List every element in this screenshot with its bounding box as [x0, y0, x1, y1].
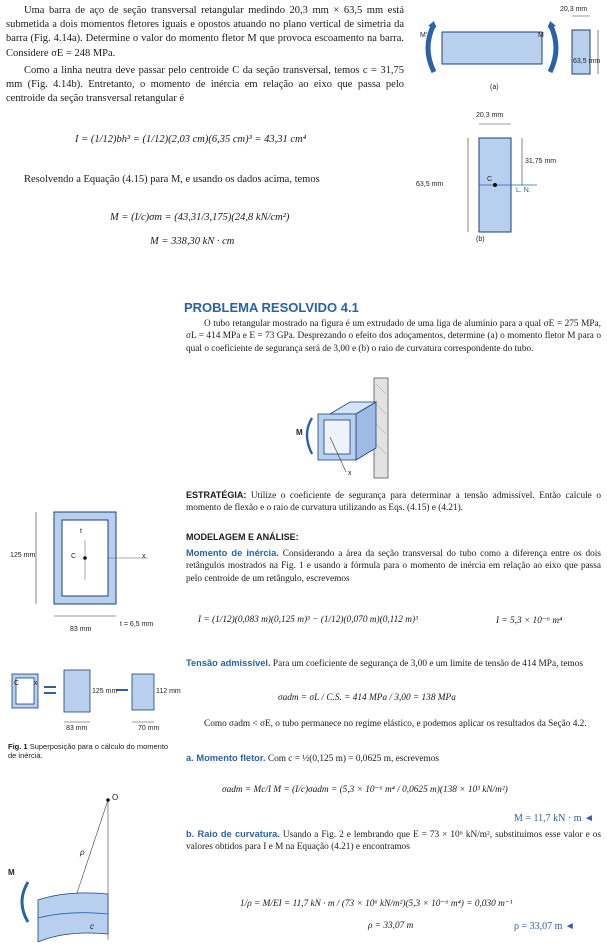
label-moment: M: [538, 32, 544, 39]
section-label-t: t: [80, 528, 82, 535]
part-b-paragraph: [186, 828, 601, 854]
section-dim-width: 83 mm: [70, 626, 92, 633]
dim-width-b: 20,3 mm: [476, 112, 504, 119]
text-para-2: Como a linha neutra deve passar pelo centroide C da seção transversal, temos c = 31,75 mm (Fig. 4.14b). Entretanto, o momento de inércia em relação ao eixo que passa pelo centroide da seção transversal retangular é: [6, 65, 404, 105]
part-a-paragraph: [186, 752, 601, 765]
tube-label-M: M: [296, 428, 303, 437]
part-b-equation: 1/ρ = M/EI = 11,7 kN · m / (73 × 10⁶ kN/m²)(5,3 × 10⁻⁶ m⁴) = 0,030 m⁻¹: [240, 899, 513, 909]
part-a-label: a. Momento fletor.: [186, 753, 266, 763]
strategy-paragraph: [186, 489, 601, 515]
fig2-label-rho: ρ: [80, 848, 85, 857]
label-centroid-b: C: [487, 176, 493, 183]
equation-inertia: I = (1/12)bh³ = (1/12)(2,03 cm)(6,35 cm)³ = 43,31 cm⁴: [75, 134, 307, 145]
inertia-equation: I = (1/12)(0,083 m)(0,125 m)³ − (1/12)(0,070 m)(0,112 m)³: [198, 615, 418, 625]
fig1-dim-70: 70 mm: [138, 725, 160, 732]
inertia-paragraph: [186, 547, 601, 585]
dim-half-b: 31,75 mm: [525, 158, 557, 165]
problem-title: PROBLEMA RESOLVIDO 4.1: [184, 300, 359, 315]
fig2-curvature: [8, 770, 180, 942]
text-para-1: Uma barra de aço de seção transversal retangular medindo 20,3 mm × 63,5 mm está submetida a dois momentos fletores iguais e opostos atuando no plano vertical de simetria da barra (Fig. 4.14a). Determine o valor do momento fletor M que provoca escoamento na barra. Considere σE = 248 MPa.: [6, 5, 404, 59]
part-b-label: b. Raio de curvatura.: [186, 829, 280, 839]
fig1-dim-125: 125 mm: [92, 688, 118, 695]
allowable-label: Tensão admissível.: [186, 658, 271, 668]
fig2-label-c: c: [90, 922, 94, 931]
section-dim-height: 125 mm: [10, 552, 36, 559]
fig1-dim-83: 83 mm: [66, 725, 88, 732]
fig1-caption-label: Fig. 1: [8, 742, 28, 751]
strategy-text: Utilize o coeficiente de segurança para determinar a tensão admissível. Então calcule o momento de flexão e o raio de curvatura utilizando as Eqs. (4.15) e (4.21).: [186, 491, 601, 514]
part-b-text: Usando a Fig. 2 e lembrando que E = 73 × 10⁶ kN/m², substituímos esse valor e os valores obtidos para I e M na Equação (4.21) e encontramos: [186, 830, 601, 853]
dim-height-a: 63,5 mm: [573, 58, 601, 65]
part-b-rho: ρ = 33,07 m: [368, 921, 414, 931]
equation-moment: M = (I/c)σm = (43,31/3,175)(24,8 kN/cm²): [110, 212, 290, 223]
allowable-paragraph: [186, 657, 601, 670]
fig1-dim-112: 112 mm: [156, 688, 181, 695]
label-moment-prime: M': [420, 32, 428, 39]
part-b-answer: ρ = 33,07 m ◄: [514, 921, 575, 932]
inertia-label: Momento de inércia.: [186, 548, 279, 558]
fig1-label-C: C: [14, 680, 20, 687]
allowable-equation: σadm = σL / C.S. = 414 MPa / 3,00 = 138 MPa: [278, 693, 456, 703]
figure-4-14a: [412, 2, 607, 94]
fig1-caption-text: Superposição para o cálculo do momento de inércia.: [8, 742, 169, 760]
fig2-label-M: M: [8, 868, 15, 877]
allowable-text: Para um coeficiente de segurança de 3,00 e um limite de tensão de 414 MPa, temos: [272, 659, 583, 669]
label-neutral-axis: L. N.: [516, 187, 531, 194]
tube-label-x: x: [348, 470, 352, 477]
section-dim-t: t = 6,5 mm: [120, 621, 154, 628]
text-para-3: Resolvendo a Equação (4.15) para M, e usando os dados acima, temos: [24, 174, 320, 185]
fig1-caption: [8, 742, 178, 760]
problem-statement: O tubo retangular mostrado na figura é um extrudado de uma liga de alumínio para a qual σE = 275 MPa, σL = 414 MPa e E = 73 GPa. Desprezando o efeito dos adoçamentos, determine (a) o momento fletor M para o qual o coeficiente de segurança será de 3,00 e (b) o raio de curvatura correspondente do tubo.: [186, 319, 601, 354]
part-a-answer: M = 11,7 kN · m ◄: [514, 813, 594, 824]
strategy-label: ESTRATÉGIA:: [186, 490, 247, 500]
allowable-text-2: Como σadm < σE, o tubo permanece no regime elástico, e podemos aplicar os resultados da Seção 4.2.: [204, 719, 587, 729]
modeling-heading: MODELAGEM E ANÁLISE:: [186, 532, 299, 542]
caption-a: (a): [490, 84, 499, 91]
section-label-C: C: [71, 553, 77, 560]
inertia-text: Considerando a área da seção transversal do tubo como a diferença entre os dois retângulos mostrados na Fig. 1 e usando a fórmula para o momento de inércia em relação ao eixo que passa pelo centroide de um retângulo, escrevemos: [186, 549, 602, 584]
section-label-x: x: [142, 553, 146, 560]
dim-width-a: 20,3 mm: [560, 6, 588, 13]
dim-height-b: 63,5 mm: [416, 181, 444, 188]
inertia-result: I = 5,3 × 10⁻⁶ m⁴: [496, 616, 563, 626]
part-a-text: Com c = ½(0,125 m) = 0,0625 m, escrevemos: [267, 754, 439, 764]
equation-moment-result: M = 338,30 kN · cm: [150, 236, 235, 247]
tube-figure: [290, 374, 420, 484]
caption-b: (b): [476, 236, 485, 243]
fig2-label-O: O: [112, 793, 119, 802]
part-a-equation: σadm = Mc/I M = (I/c)σadm = (5,3 × 10⁻⁶ m⁴ / 0,0625 m)(138 × 10³ kN/m²): [222, 785, 508, 795]
fig1-label-x: x: [34, 680, 38, 687]
